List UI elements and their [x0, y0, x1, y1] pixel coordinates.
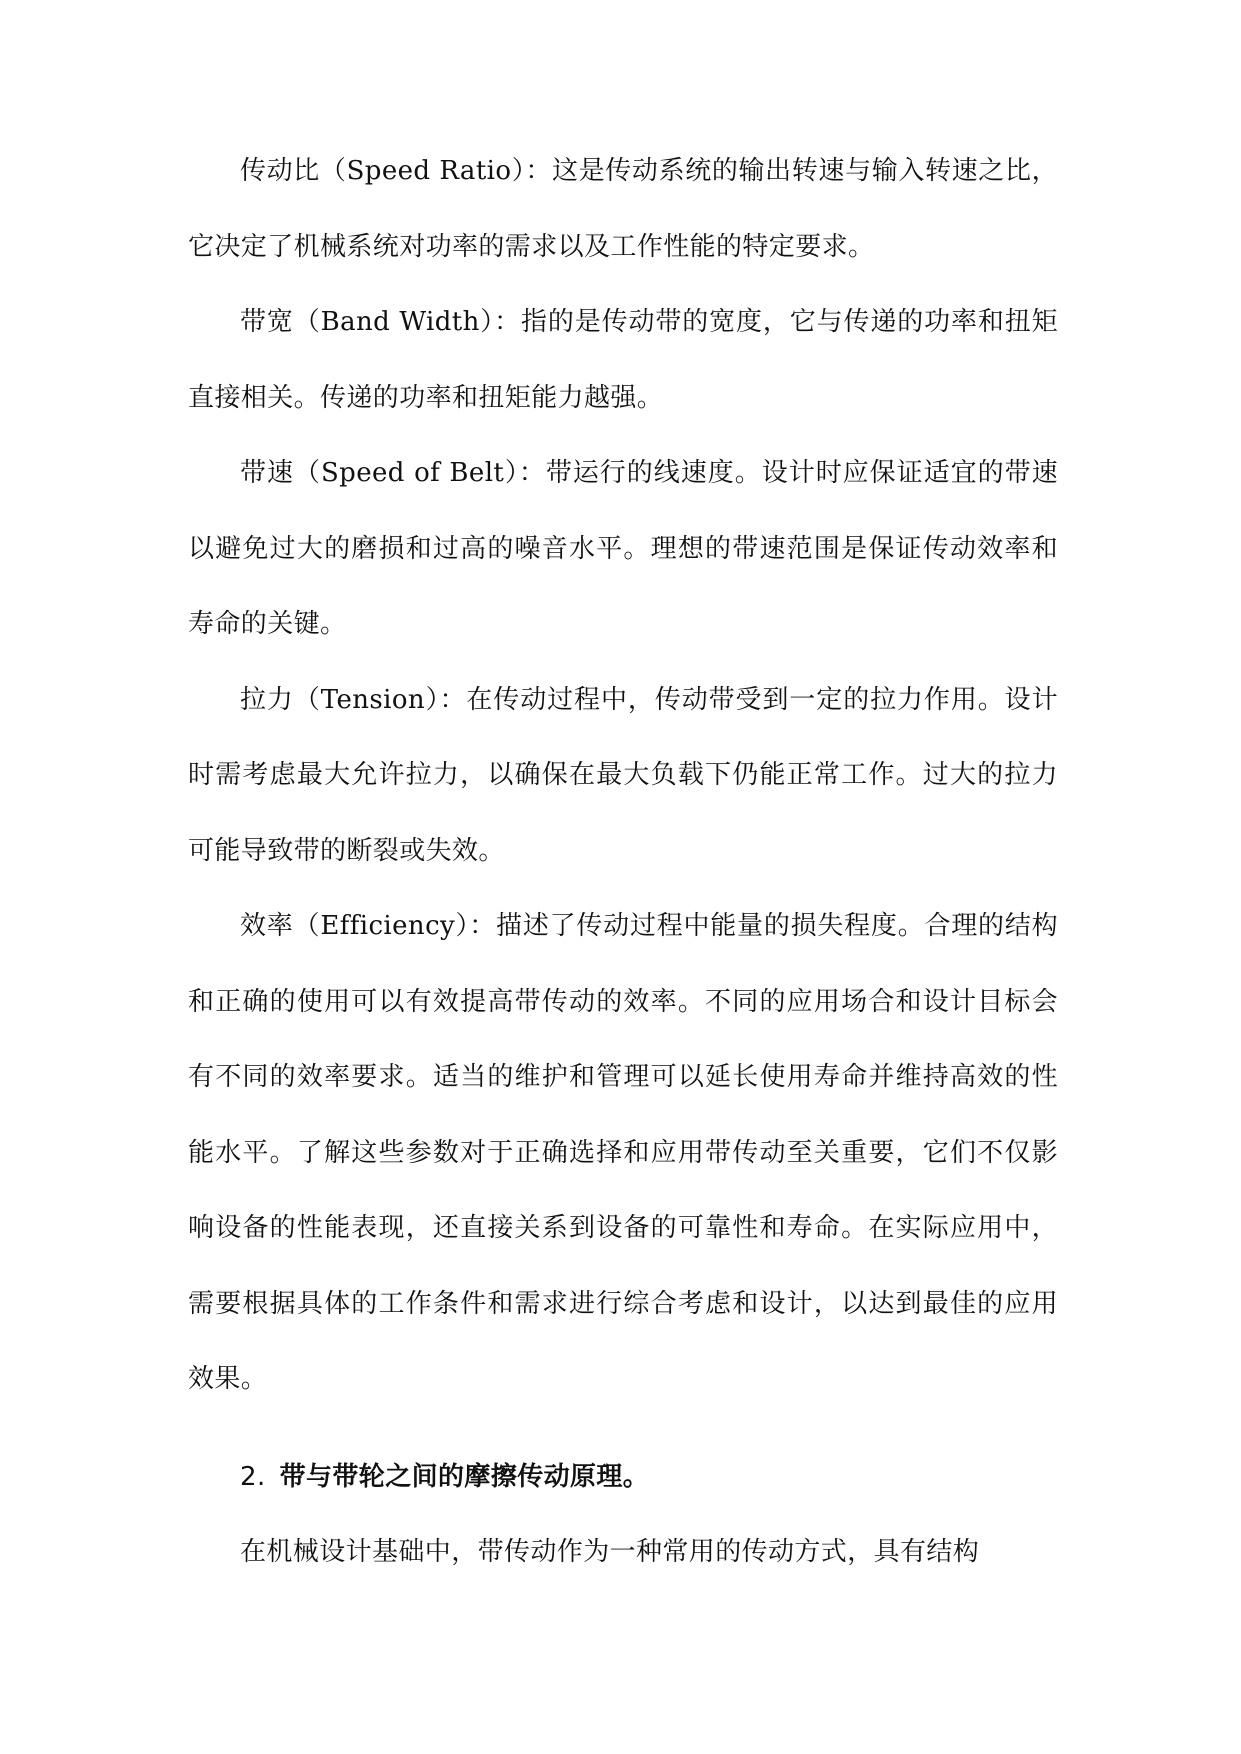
paragraph-tension: 拉力（Tension）：在传动过程中，传动带受到一定的拉力作用。设计时需考虑最大允许拉力，以确保在最大负载下仍能正常工作。过大的拉力可能导致带的断裂或失效。	[188, 684, 1058, 866]
paragraph-efficiency: 效率（Efficiency）：描述了传动过程中能量的损失程度。合理的结构和正确的使用可以有效提高带传动的效率。不同的应用场合和设计目标会有不同的效率要求。适当的维护和管理可以延长使用寿命并维持高效的性能水平。了解这些参数对于正确选择和应用带传动至关重要，它们不仅影响设备的性能表现，还直接关系到设备的可靠性和寿命。在实际应用中，需要根据具体的工作条件和需求进行综合考虑和设计，以达到最佳的应用效果。	[188, 911, 1058, 1394]
paragraph-intro: 在机械设计基础中，带传动作为一种常用的传动方式，具有结构	[240, 1537, 980, 1567]
paragraph-belt-speed: 带速（Speed of Belt）：带运行的线速度。设计时应保证适宜的带速以避免过大的磨损和过高的噪音水平。理想的带速范围是保证传动效率和寿命的关键。	[188, 458, 1058, 639]
document-body	[188, 134, 1058, 1591]
section-number: 2.	[240, 1461, 266, 1492]
section-title: 带与带轮之间的摩擦传动原理。	[279, 1461, 650, 1492]
section-heading	[188, 1440, 1058, 1516]
paragraph-band-width: 带宽（Band Width）：指的是传动带的宽度，它与传递的功率和扭矩直接相关。传递的功率和扭矩能力越强。	[188, 307, 1058, 413]
paragraph-speed-ratio: 传动比（Speed Ratio）：这是传动系统的输出转速与输入转速之比，它决定了机械系统对功率的需求以及工作性能的特定要求。	[188, 156, 1058, 262]
